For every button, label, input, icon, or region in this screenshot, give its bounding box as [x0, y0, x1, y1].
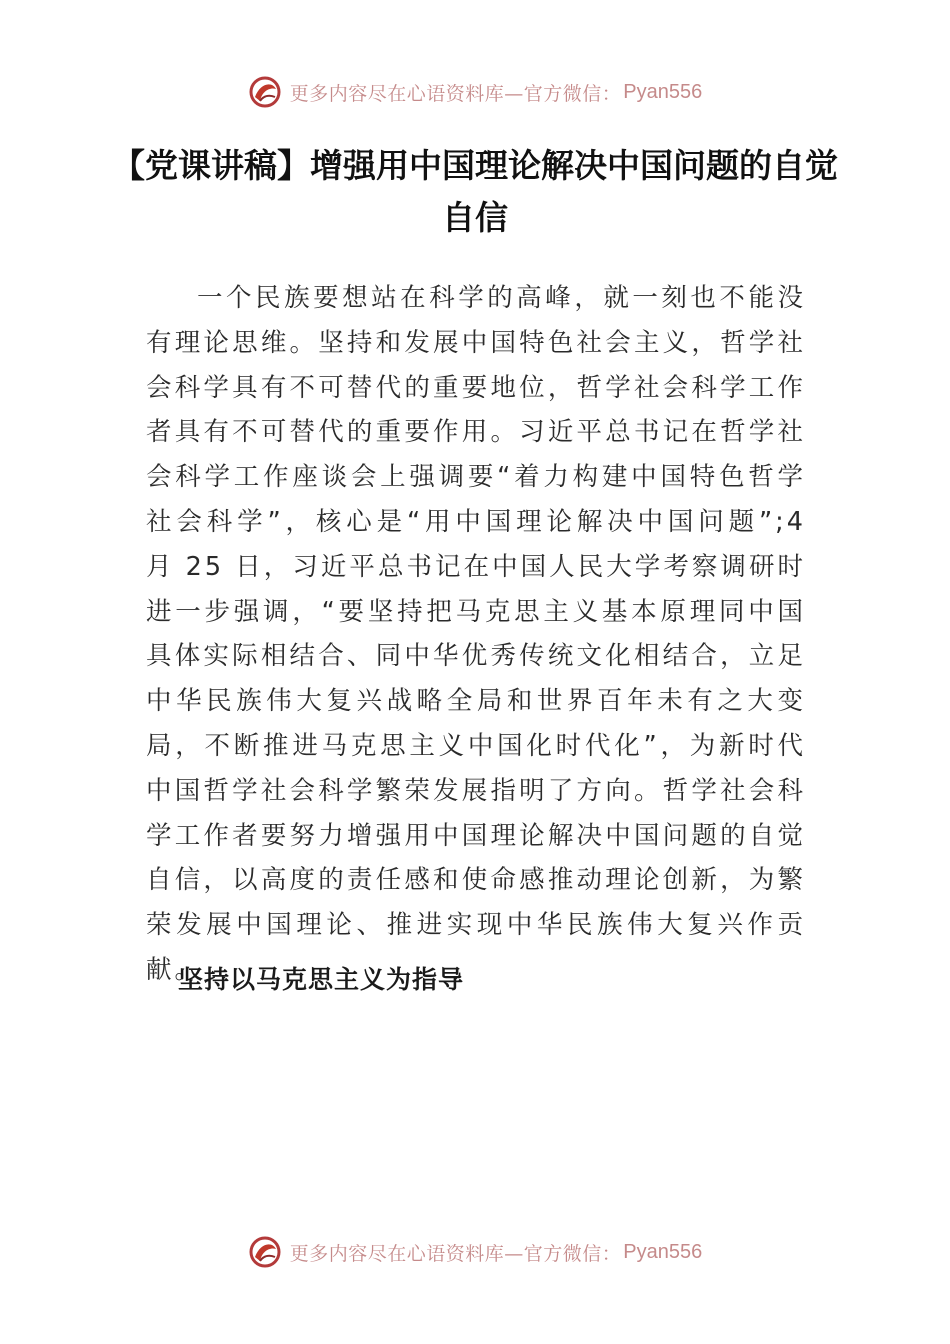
header-watermark [0, 72, 950, 112]
section-heading: 坚持以马克思主义为指导 [178, 965, 465, 994]
document-title: 【党课讲稿】增强用中国理论解决中国问题的自觉自信 [112, 146, 838, 237]
paragraph-1: 一个民族要想站在科学的高峰，就一刻也不能没有理论思维。坚持和发展中国特色社会主义，哲学社会科学具有不可替代的重要地位，哲学社会科学工作者具有不可替代的重要作用。习近平总书记在哲学社会科学工作座谈会上强调要“着力构建中国特色哲学社会科学”，核心是“用中国理论解决中国问题”;4 月 25 日，习近平总书记在中国人民大学考察调研时进一步强调，“要坚持把马克思主义基本原理同中国具体实际相结合、同中华优秀传统文化相结合，立足中华民族伟大复兴战略全局和世界百年未有之大变局，不断推进马克思主义中国化时代化”，为新时代中国哲学社会科学繁荣发展指明了方向。哲学社会科学工作者要努力增强用中国理论解决中国问题的自觉自信，以高度的责任感和使命感推动理论创新，为繁荣发展中国理论、推进实现中华民族伟大复兴作贡献。 [146, 283, 806, 985]
watermark-wechat-id: Pyan556 [623, 80, 703, 103]
red-swirl-logo-icon [248, 1235, 282, 1269]
watermark-text: 更多内容尽在心语资料库—官方微信： [289, 82, 622, 105]
watermark-text: 更多内容尽在心语资料库—官方微信： [289, 1242, 622, 1265]
watermark-wechat-id: Pyan556 [623, 1240, 703, 1263]
red-swirl-logo-icon [248, 75, 282, 109]
footer-watermark [0, 1232, 950, 1272]
